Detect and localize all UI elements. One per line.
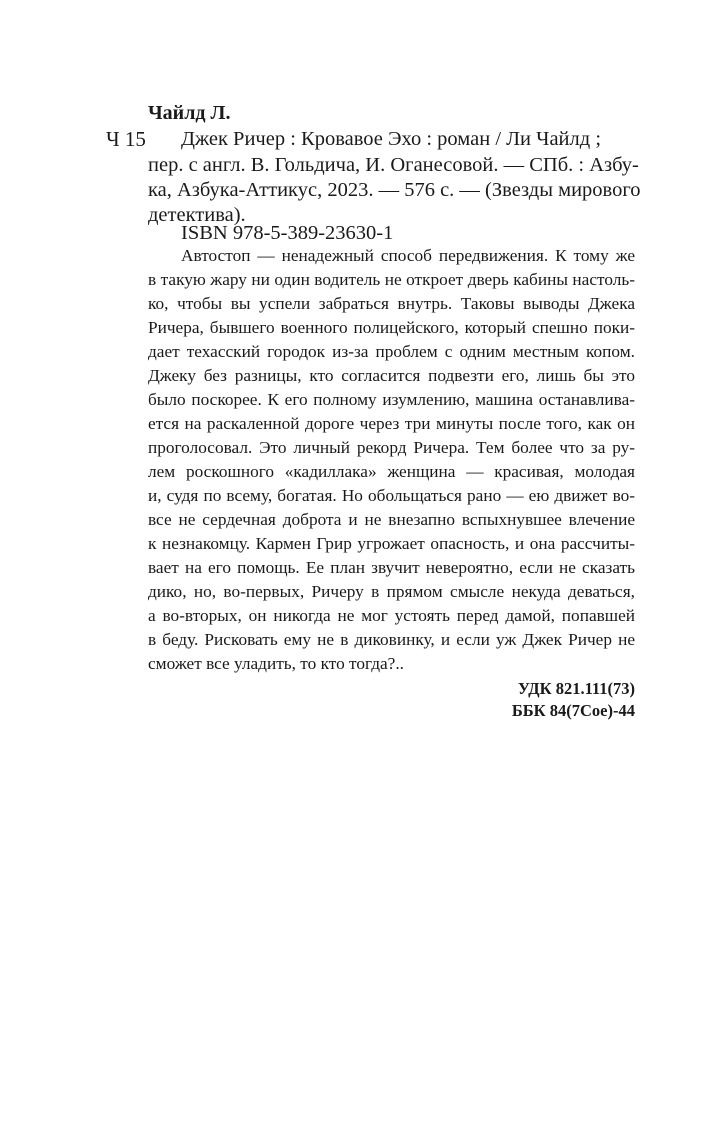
annotation-line: и, судя по всему, богатая. Но обольщаться рано — ею движет во- [148, 486, 635, 505]
annotation-line: вает на его помощь. Ее план звучит невероятно, если не сказать [148, 558, 635, 577]
bibliography-line: ка, Азбука-Аттикус, 2023. — 576 с. — (Звезды мирового [148, 179, 641, 201]
isbn: ISBN 978-5-389-23630-1 [181, 222, 394, 244]
annotation-line: к незнакомцу. Кармен Грир угрожает опасность, и она рассчиты- [148, 534, 635, 553]
annotation-line: сможет все уладить, то кто тогда?.. [148, 654, 404, 673]
annotation-line: было поскорее. К его полному изумлению, машина останавлива- [148, 390, 635, 409]
annotation-line: Автостоп — ненадежный способ передвижения. К тому же [181, 246, 635, 265]
annotation-line: лем роскошного «кадиллака» женщина — красивая, молодая [148, 462, 635, 481]
bibliography-line: детектива). [148, 204, 246, 226]
annotation-line: Ричера, бывшего военного полицейского, который спешно поки- [148, 318, 635, 337]
bibliography-line: Джек Ричер : Кровавое Эхо : роман / Ли Чайлд ; [181, 128, 602, 150]
annotation-line: дает техасский городок из-за проблем с одним местным копом. [148, 342, 635, 361]
annotation-line: в беду. Рисковать ему не в диковинку, и если уж Джек Ричер не [148, 630, 635, 649]
udk-code: УДК 821.111(73) [517, 679, 635, 698]
annotation-line: все не сердечная доброта и не внезапно вспыхнувшее влечение [148, 510, 635, 529]
annotation-line: ко, чтобы вы успели забраться внутрь. Таковы выводы Джека [148, 294, 635, 313]
author-heading: Чайлд Л. [148, 102, 231, 124]
annotation-line: проголосовал. Это личный рекорд Ричера. Тем более что за ру- [148, 438, 635, 457]
class-code: Ч 15 [106, 127, 146, 151]
annotation-line: а во-вторых, он никогда не мог устоять перед дамой, попавшей [148, 606, 635, 625]
annotation-line: ется на раскаленной дороге через три минуты после того, как он [148, 414, 635, 433]
bibliography-line: пер. с англ. В. Гольдича, И. Оганесовой. — СПб. : Азбу- [148, 154, 639, 176]
bbk-code: ББК 84(7Сое)-44 [511, 701, 635, 720]
annotation-line: дико, но, во-первых, Ричеру в прямом смысле некуда деваться, [148, 582, 635, 601]
annotation-line: в такую жару ни один водитель не откроет дверь кабины настоль- [148, 270, 635, 289]
annotation-line: Джеку без разницы, кто согласится подвезти его, лишь бы это [148, 366, 635, 385]
